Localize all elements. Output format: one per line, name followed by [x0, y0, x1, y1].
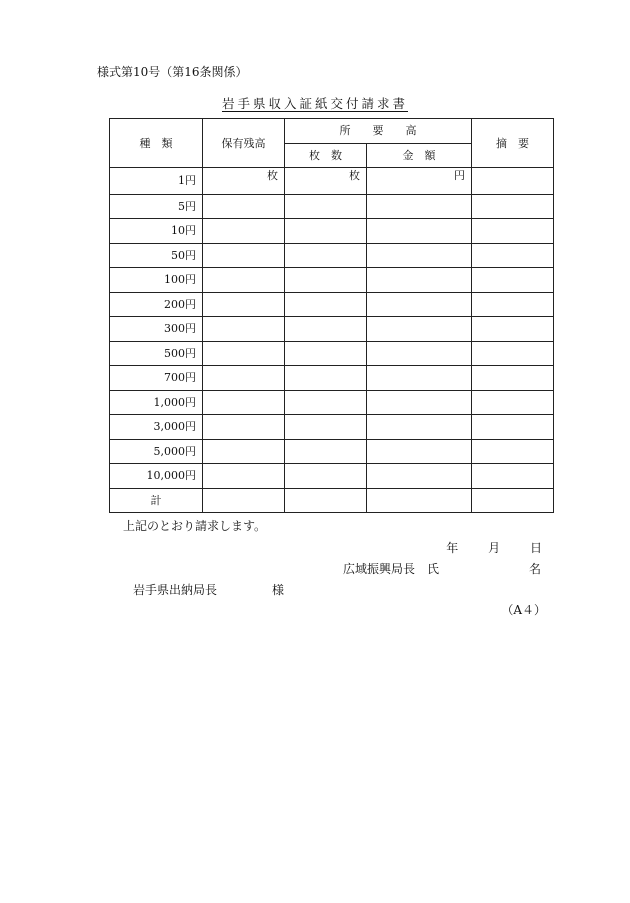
balance-unit: 枚 [203, 168, 285, 195]
requester-title: 広域振興局長 氏 [343, 562, 440, 576]
balance-cell [203, 292, 285, 317]
count-cell [285, 194, 367, 219]
denomination-label: 5円 [110, 194, 203, 219]
denomination-label: 100円 [110, 268, 203, 293]
header-required: 所 要 高 [285, 119, 472, 144]
balance-cell [203, 415, 285, 440]
table-row [110, 243, 554, 268]
balance-cell [203, 243, 285, 268]
remarks-cell [472, 292, 554, 317]
remarks-cell [472, 341, 554, 366]
remarks-cell [472, 390, 554, 415]
balance-cell [203, 268, 285, 293]
remarks-cell [472, 317, 554, 342]
header-count: 枚 数 [285, 143, 367, 168]
denomination-label: 1,000円 [110, 390, 203, 415]
request-table [109, 118, 554, 513]
balance-cell [203, 219, 285, 244]
date-line [0, 539, 542, 556]
remarks-cell [472, 464, 554, 489]
request-statement: 上記のとおり請求します。 [123, 519, 267, 533]
date-day-label: 日 [529, 541, 542, 555]
count-cell [285, 464, 367, 489]
remarks-cell [472, 488, 554, 513]
denomination-label: 700円 [110, 366, 203, 391]
remarks-cell [472, 366, 554, 391]
amount-cell [367, 439, 472, 464]
table-row [110, 415, 554, 440]
amount-cell [367, 464, 472, 489]
amount-cell [367, 366, 472, 391]
denomination-label: 3,000円 [110, 415, 203, 440]
remarks-cell [472, 194, 554, 219]
requester-name-suffix: 名 [528, 562, 541, 576]
denomination-label: 300円 [110, 317, 203, 342]
remarks-cell [472, 168, 554, 195]
count-cell [285, 243, 367, 268]
count-cell [285, 292, 367, 317]
table-row [110, 292, 554, 317]
count-cell [285, 439, 367, 464]
balance-cell [203, 366, 285, 391]
table-row [110, 439, 554, 464]
count-unit: 枚 [285, 168, 367, 195]
amount-cell [367, 268, 472, 293]
paper-size: （A４） [501, 603, 546, 617]
header-balance: 保有残高 [203, 119, 285, 168]
amount-unit: 円 [367, 168, 472, 195]
remarks-cell [472, 243, 554, 268]
remarks-cell [472, 219, 554, 244]
table-row [110, 464, 554, 489]
amount-cell [367, 243, 472, 268]
remarks-cell [472, 268, 554, 293]
amount-cell [367, 488, 472, 513]
count-cell [285, 341, 367, 366]
amount-cell [367, 194, 472, 219]
amount-cell [367, 415, 472, 440]
amount-cell [367, 390, 472, 415]
denomination-label: 10,000円 [110, 464, 203, 489]
balance-cell [203, 341, 285, 366]
header-row-1 [110, 119, 554, 144]
table-row [110, 194, 554, 219]
balance-cell [203, 390, 285, 415]
table-row [110, 168, 554, 195]
count-cell [285, 268, 367, 293]
denomination-label: 1円 [110, 168, 203, 195]
balance-cell [203, 439, 285, 464]
denomination-label: 500円 [110, 341, 203, 366]
table-row [110, 268, 554, 293]
balance-cell [203, 488, 285, 513]
count-cell [285, 219, 367, 244]
count-cell [285, 415, 367, 440]
recipient-honorific: 様 [272, 583, 285, 597]
header-type: 種 類 [110, 119, 203, 168]
date-year-label: 年 [446, 541, 459, 555]
total-row [110, 488, 554, 513]
amount-cell [367, 219, 472, 244]
denomination-label: 50円 [110, 243, 203, 268]
remarks-cell [472, 439, 554, 464]
table-row [110, 219, 554, 244]
total-label: 計 [110, 488, 203, 513]
denomination-label: 5,000円 [110, 439, 203, 464]
count-cell [285, 488, 367, 513]
balance-cell [203, 317, 285, 342]
count-cell [285, 366, 367, 391]
count-cell [285, 317, 367, 342]
header-remarks: 摘 要 [472, 119, 554, 168]
amount-cell [367, 292, 472, 317]
table-row [110, 366, 554, 391]
amount-cell [367, 341, 472, 366]
count-cell [285, 390, 367, 415]
recipient: 岩手県出納局長 [133, 583, 218, 597]
form-number: 様式第10号（第16条関係） [97, 65, 248, 79]
balance-cell [203, 194, 285, 219]
document-title-wrap [0, 94, 630, 112]
header-amount: 金 額 [367, 143, 472, 168]
table-row [110, 341, 554, 366]
table-row [110, 390, 554, 415]
document-title: 岩手県収入証紙交付請求書 [221, 96, 408, 111]
date-month-label: 月 [488, 541, 501, 555]
balance-cell [203, 464, 285, 489]
remarks-cell [472, 415, 554, 440]
denomination-label: 200円 [110, 292, 203, 317]
denomination-label: 10円 [110, 219, 203, 244]
amount-cell [367, 317, 472, 342]
table-row [110, 317, 554, 342]
